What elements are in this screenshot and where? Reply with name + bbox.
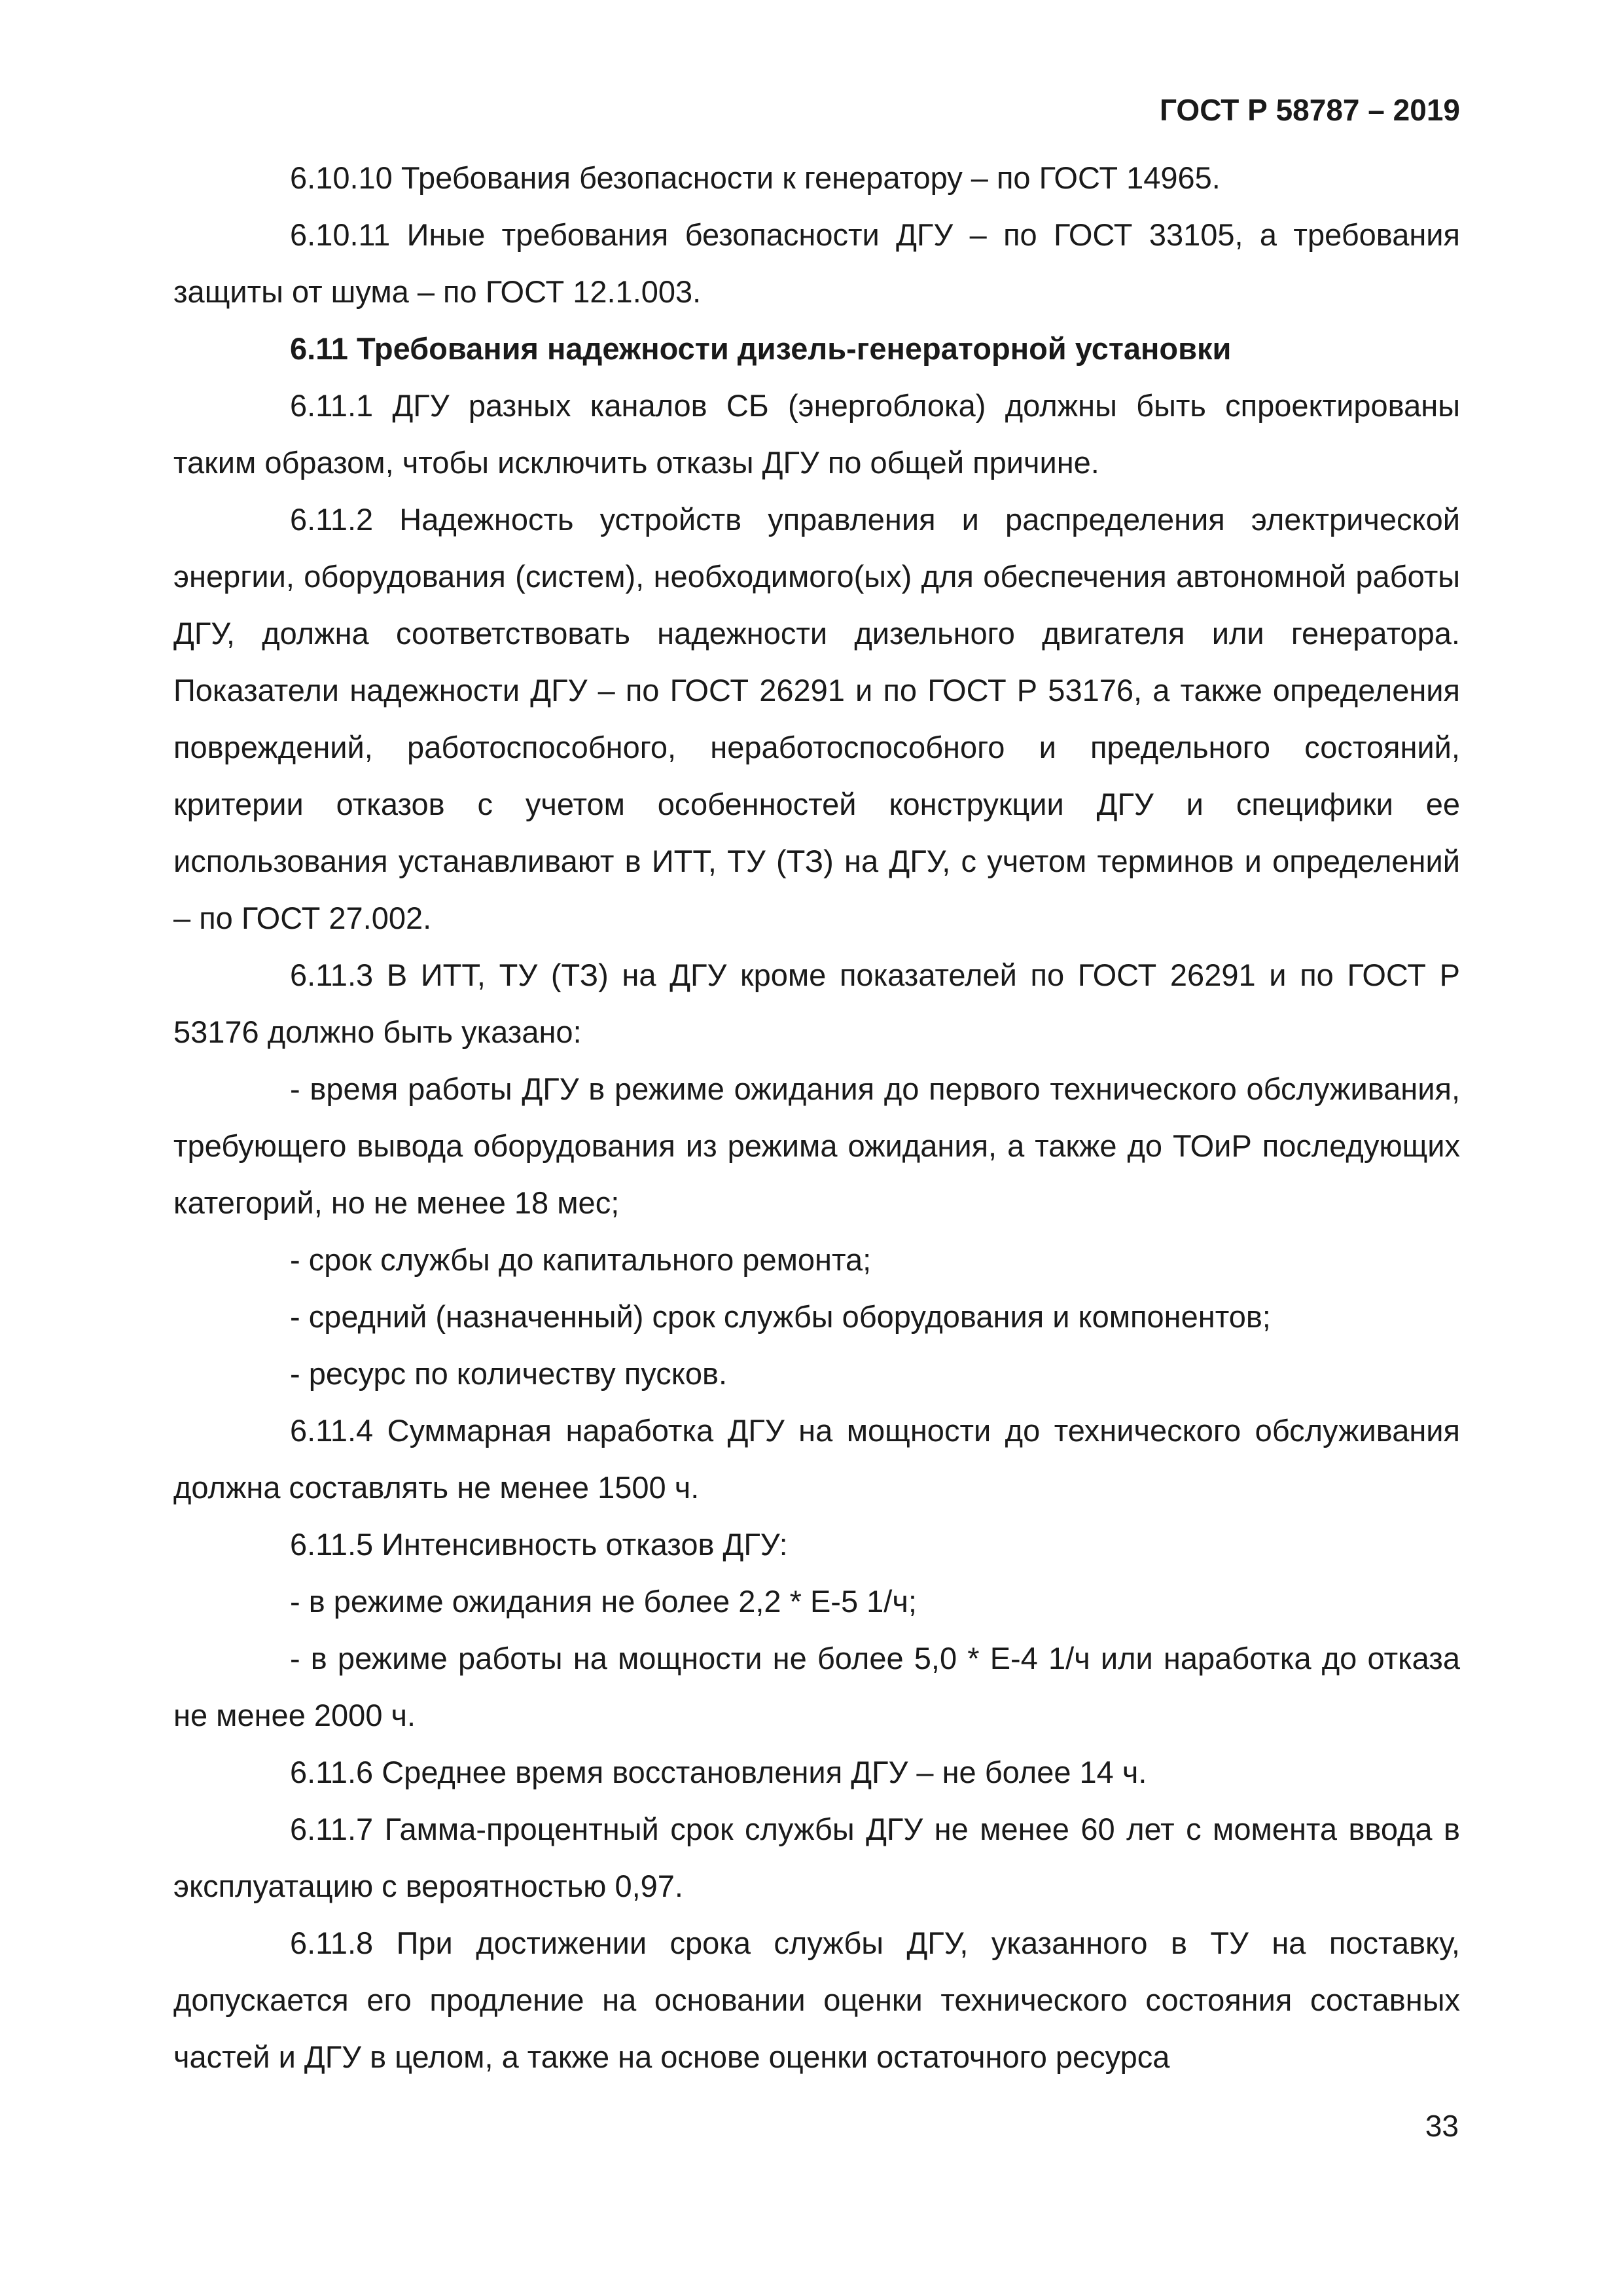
paragraph-6-11-1: 6.11.1 ДГУ разных каналов СБ (энергоблока) должны быть спроектированы таким образом, чтобы исключить отказы ДГУ по общей причине. — [173, 388, 1460, 480]
list-item-overhaul-life: - срок службы до капитального ремонта; — [290, 1242, 872, 1277]
list-item-standby-failure-rate: - в режиме ожидания не более 2,2 * Е-5 1/ч; — [290, 1584, 917, 1619]
paragraph-6-11-5: 6.11.5 Интенсивность отказов ДГУ: — [290, 1527, 788, 1562]
list-item-service-life: - средний (назначенный) срок службы оборудования и компонентов; — [290, 1299, 1271, 1334]
paragraph-6-11-7: 6.11.7 Гамма-процентный срок службы ДГУ не менее 60 лет с момента ввода в эксплуатацию с вероятностью 0,97. — [173, 1812, 1460, 1903]
list-item-standby-time: - время работы ДГУ в режиме ожидания до первого технического обслуживания, требующего вывода оборудования из режима ожидания, а также до ТОиР последующих категорий, но не менее 18 мес; — [173, 1071, 1460, 1220]
paragraph-6-11-4: 6.11.4 Суммарная наработка ДГУ на мощности до технического обслуживания должна составлять не менее 1500 ч. — [173, 1413, 1460, 1505]
paragraph-6-11-6: 6.11.6 Среднее время восстановления ДГУ – не более 14 ч. — [290, 1755, 1147, 1789]
paragraph-6-11-3: 6.11.3 В ИТТ, ТУ (ТЗ) на ДГУ кроме показателей по ГОСТ 26291 и по ГОСТ Р 53176 должно быть указано: — [173, 958, 1460, 1049]
document-body — [173, 149, 1460, 2085]
list-item-start-resource: - ресурс по количеству пусков. — [290, 1356, 728, 1391]
list-item-operation-failure-rate: - в режиме работы на мощности не более 5,0 * Е-4 1/ч или наработка до отказа не менее 2000 ч. — [173, 1641, 1460, 1732]
paragraph-6-11-2: 6.11.2 Надежность устройств управления и распределения электрической энергии, оборудования (систем), необходимого(ых) для обеспечения автономной работы ДГУ, должна соответствовать надежности дизельного двигателя или генератора. Показатели надежности ДГУ – по ГОСТ 26291 и по ГОСТ Р 53176, а также определения повреждений, работоспособного, неработоспособного и предельного состояний, критерии отказов с учетом особенностей конструкции ДГУ и специфики ее использования устанавливают в ИТТ, ТУ (ТЗ) на ДГУ, с учетом терминов и определений – по ГОСТ 27.002. — [173, 502, 1460, 935]
paragraph-6-11-8: 6.11.8 При достижении срока службы ДГУ, указанного в ТУ на поставку, допускается его продление на основании оценки технического состояния составных частей и ДГУ в целом, а также на основе оценки остаточного ресурса — [173, 1926, 1460, 2074]
section-heading-6-11: 6.11 Требования надежности дизель-генераторной установки — [290, 331, 1232, 366]
document-header-title: ГОСТ Р 58787 – 2019 — [1159, 93, 1460, 127]
paragraph-6-10-10: 6.10.10 Требования безопасности к генератору – по ГОСТ 14965. — [290, 160, 1221, 195]
page-number: 33 — [1425, 2109, 1459, 2143]
paragraph-6-10-11: 6.10.11 Иные требования безопасности ДГУ – по ГОСТ 33105, а требования защиты от шума – по ГОСТ 12.1.003. — [173, 217, 1460, 309]
